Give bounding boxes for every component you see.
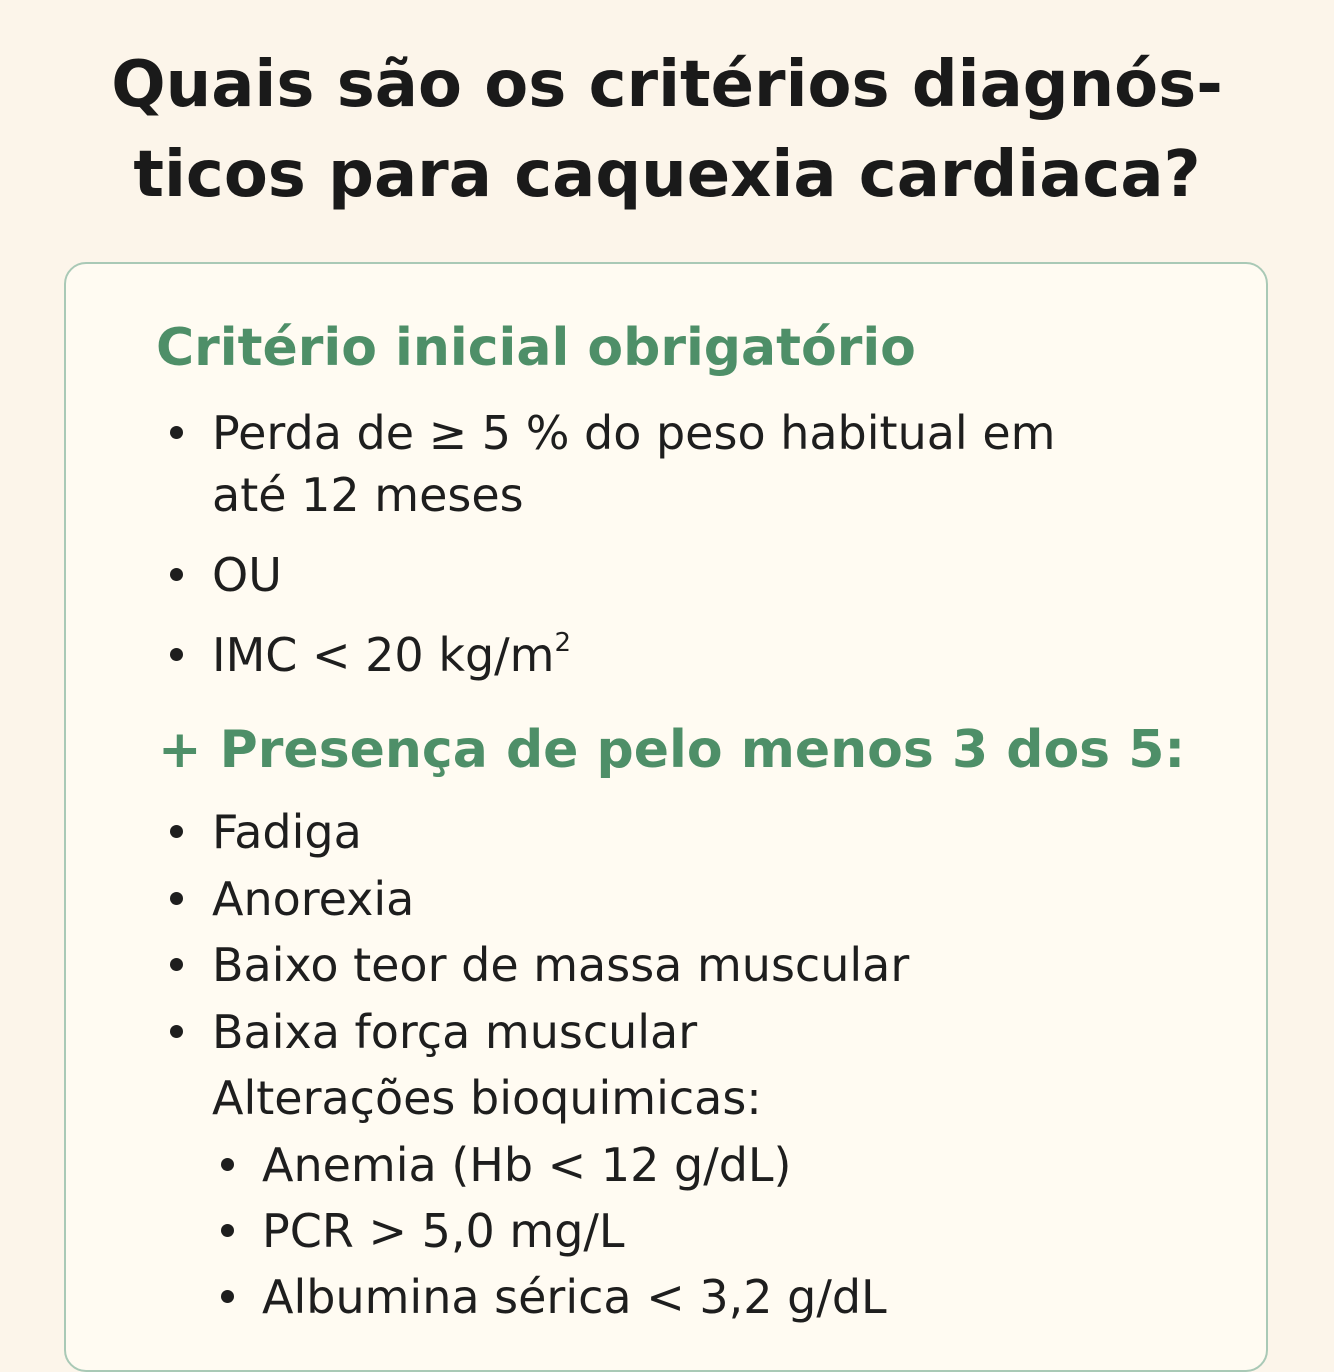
- bullet-icon: [170, 426, 183, 439]
- list-item-albumin: Albumina sérica < 3,2 g/dL: [262, 1270, 887, 1324]
- list-item-bmi: [212, 624, 571, 686]
- bullet-icon: [221, 1224, 234, 1237]
- page-title: [0, 40, 1334, 220]
- list-item-low-muscle-strength: Baixa força muscular: [212, 1005, 698, 1059]
- list-item-low-muscle-mass: Baixo teor de massa muscular: [212, 938, 910, 992]
- title-line-1: Quais são os critérios diagnós-: [111, 48, 1223, 122]
- bullet-icon: [170, 568, 183, 581]
- bullet-icon: [221, 1158, 234, 1171]
- bullet-icon: [170, 1025, 183, 1038]
- bullet-icon: [170, 825, 183, 838]
- list-item-fatigue: Fadiga: [212, 805, 362, 859]
- list-item-anemia: Anemia (Hb < 12 g/dL): [262, 1138, 792, 1192]
- list-item-weight-loss-line2: até 12 meses: [212, 468, 524, 522]
- bullet-icon: [221, 1290, 234, 1303]
- bullet-icon: [170, 958, 183, 971]
- list-item-crp: PCR > 5,0 mg/L: [262, 1204, 625, 1258]
- initial-criterion-heading: Critério inicial obrigatório: [156, 318, 916, 378]
- bullet-icon: [170, 648, 183, 661]
- biochemical-label: Alterações bioquimicas:: [212, 1071, 762, 1125]
- bullet-icon: [170, 892, 183, 905]
- list-item-anorexia: Anorexia: [212, 872, 415, 926]
- bmi-text: IMC < 20 kg/m: [212, 628, 555, 682]
- list-item-weight-loss-line1: Perda de ≥ 5 % do peso habitual em: [212, 406, 1056, 460]
- title-line-2: ticos para caquexia cardiaca?: [133, 138, 1201, 212]
- bmi-exponent: 2: [554, 628, 572, 658]
- list-item-or: OU: [212, 548, 282, 602]
- additional-criteria-heading: + Presença de pelo menos 3 dos 5:: [158, 720, 1186, 780]
